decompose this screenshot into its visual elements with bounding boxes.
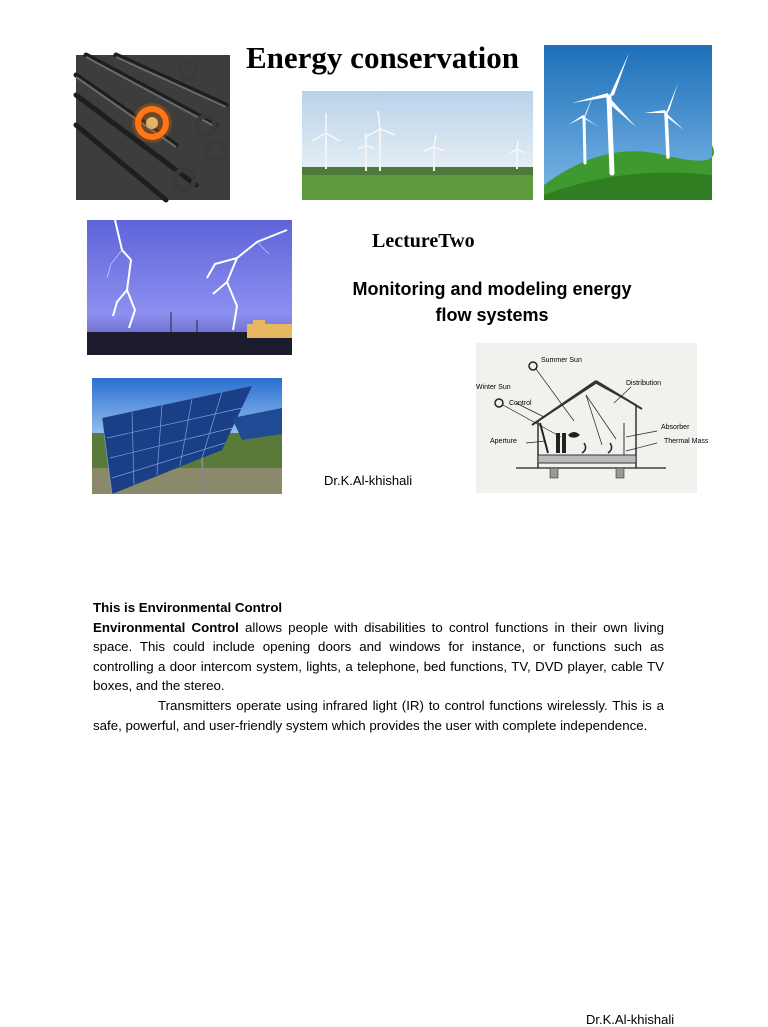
- passive-solar-diagram: [476, 343, 709, 493]
- diagram-label-aperture: Aperture: [490, 438, 517, 445]
- solar-panels-photo: [92, 378, 282, 494]
- diagram-label-winter-sun: Winter Sun: [476, 384, 511, 391]
- diagram-label-control: Control: [509, 400, 532, 407]
- paragraph-1-text: allows people with disabilities to control functions in their own living space. This could include opening doors and windows for instance, or functions such as controlling a door intercom system, lights, a telephone, bed functions, TV, DVD player, cable TV boxes, and the stereo.: [93, 619, 664, 694]
- lightning-storm-photo: [87, 220, 292, 355]
- diagram-label-thermal-mass: Thermal Mass: [664, 438, 709, 445]
- lecture-subtitle: Monitoring and modeling energy flow systems: [352, 279, 632, 325]
- diagram-label-summer-sun: Summer Sun: [541, 357, 582, 364]
- body-text: [93, 598, 664, 735]
- diagram-label-absorber: Absorber: [661, 424, 690, 431]
- section-heading: This is Environmental Control: [93, 600, 283, 615]
- wind-turbines-hill-photo: [544, 45, 712, 200]
- lecture-label: LectureTwo: [372, 230, 475, 252]
- diagram-label-distribution: Distribution: [626, 380, 662, 387]
- wind-farm-field-photo: [302, 91, 533, 200]
- document-title: Energy conservation: [246, 40, 519, 75]
- forge-coils-photo: [76, 55, 230, 200]
- paragraph-2: Transmitters operate using infrared light (IR) to control functions wirelessly. This is a safe, powerful, and user-friendly system which provides the user with complete independence.: [93, 697, 664, 733]
- paragraph-1: [93, 618, 664, 696]
- footer-author: Dr.K.Al-khishali: [586, 1012, 675, 1027]
- author-name: Dr.K.Al-khishali: [324, 473, 413, 488]
- paragraph-1-lead: Environmental Control: [93, 619, 239, 635]
